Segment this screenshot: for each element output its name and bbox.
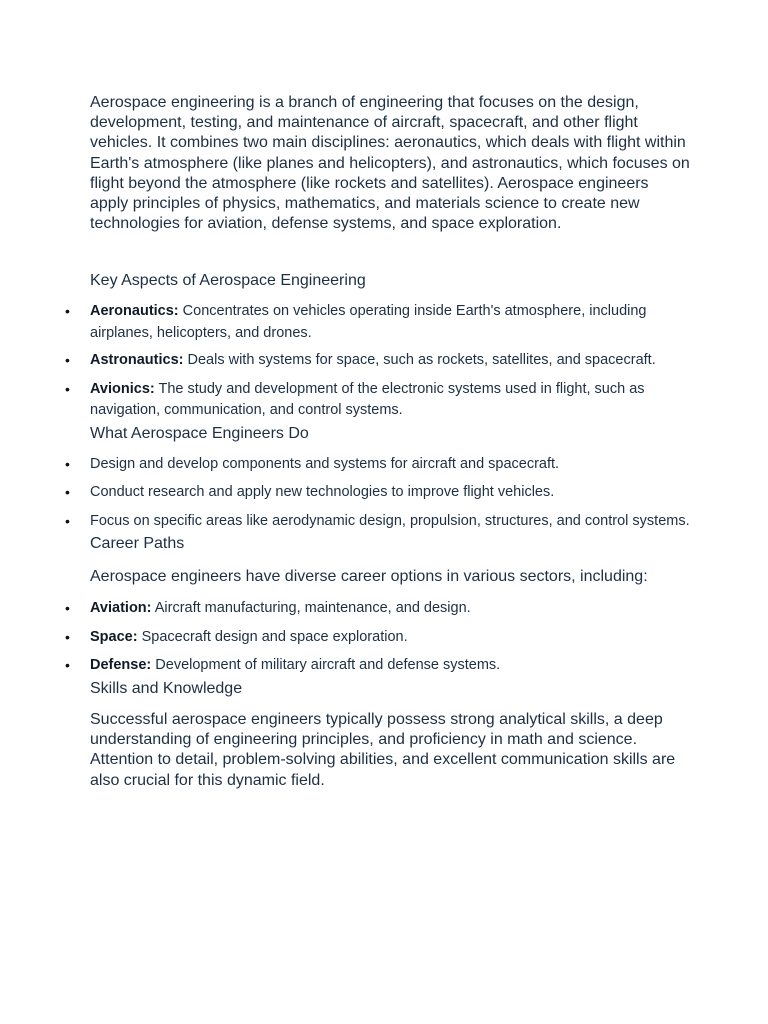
item-text: Deals with systems for space, such as rockets, satellites, and spacecraft. bbox=[183, 352, 656, 369]
list-item bbox=[65, 454, 690, 476]
document-page bbox=[65, 93, 690, 791]
skills-heading: Skills and Knowledge bbox=[90, 679, 243, 697]
bullet-icon: • bbox=[65, 600, 70, 617]
bullet-icon: • bbox=[65, 657, 70, 674]
item-text: Development of military aircraft and defense systems. bbox=[151, 657, 501, 674]
bullet-icon: • bbox=[65, 352, 70, 369]
bullet-icon: • bbox=[65, 455, 70, 472]
list-item bbox=[65, 598, 690, 620]
key-aspects-heading: Key Aspects of Aerospace Engineering bbox=[90, 272, 366, 290]
career-paths-intro: Aerospace engineers have diverse career options in various sectors, including: bbox=[90, 568, 648, 586]
intro-paragraph: Aerospace engineering is a branch of engineering that focuses on the design, development, testing, and maintenance of aircraft, spacecraft, and other flight vehicles. It combines two main disciplines: aeronautics, which deals with flight within Earth's atmosphere (like planes and helicopters), and astronautics, which focuses on flight beyond the atmosphere (like rockets and satellites). Aerospace engineers apply principles of physics, mathematics, and materials science to create new technologies for aviation, defense systems, and space exploration. bbox=[90, 94, 690, 233]
list-item bbox=[65, 627, 690, 649]
item-term: Defense: bbox=[90, 657, 152, 674]
skills-paragraph: Successful aerospace engineers typically possess strong analytical skills, a deep understanding of engineering principles, and proficiency in math and science. Attention to detail, problem-solving abilities, and excellent communication skills are also crucial for this dynamic field. bbox=[90, 710, 676, 789]
what-engineers-do-heading: What Aerospace Engineers Do bbox=[90, 424, 309, 442]
item-term: Avionics: bbox=[90, 380, 155, 397]
item-text: Design and develop components and systems for aircraft and spacecraft. bbox=[90, 455, 560, 472]
bullet-icon: • bbox=[65, 380, 70, 397]
list-item bbox=[65, 301, 690, 344]
list-item bbox=[65, 511, 690, 533]
item-text: Aircraft manufacturing, maintenance, and design. bbox=[151, 600, 471, 617]
item-text: Spacecraft design and space exploration. bbox=[137, 628, 408, 645]
list-item bbox=[65, 482, 690, 504]
bullet-icon: • bbox=[65, 512, 70, 529]
item-text: The study and development of the electronic systems used in flight, such as navigation, communication, and control systems. bbox=[90, 380, 645, 419]
career-paths-heading: Career Paths bbox=[90, 535, 185, 553]
item-term: Astronautics: bbox=[90, 352, 184, 369]
bullet-icon: • bbox=[65, 628, 70, 645]
item-text: Focus on specific areas like aerodynamic design, propulsion, structures, and control systems. bbox=[90, 512, 690, 529]
what-engineers-do-list bbox=[65, 454, 690, 533]
career-paths-list bbox=[65, 598, 690, 677]
list-item bbox=[65, 655, 690, 677]
item-term: Space: bbox=[90, 628, 138, 645]
item-text: Conduct research and apply new technologies to improve flight vehicles. bbox=[90, 484, 555, 501]
item-term: Aeronautics: bbox=[90, 303, 179, 320]
list-item bbox=[65, 379, 690, 422]
key-aspects-list bbox=[65, 301, 690, 422]
item-text: Concentrates on vehicles operating inside Earth's atmosphere, including airplanes, helicopters, and drones. bbox=[90, 303, 647, 341]
list-item bbox=[65, 350, 690, 372]
item-term: Aviation: bbox=[90, 600, 152, 617]
bullet-icon: • bbox=[65, 303, 70, 320]
bullet-icon: • bbox=[65, 484, 70, 501]
